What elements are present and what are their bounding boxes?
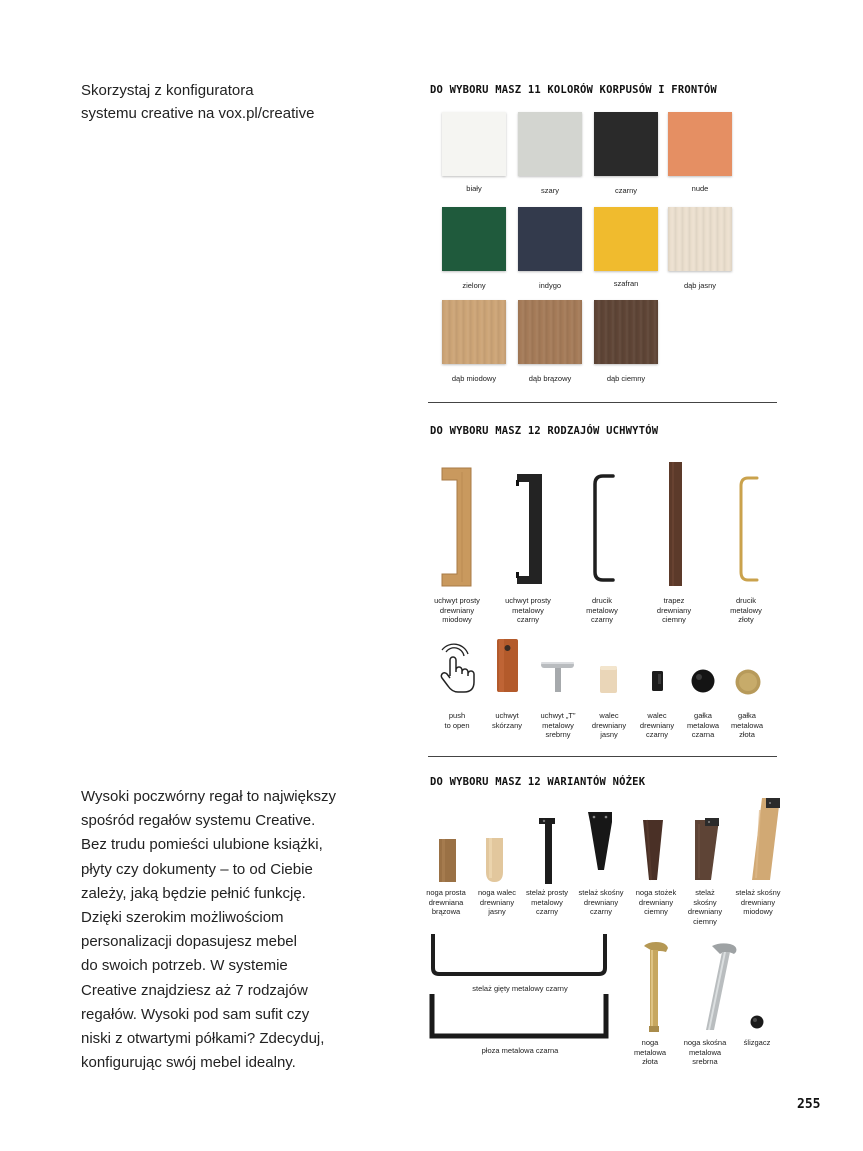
wood-cylinder-black-image — [651, 670, 665, 694]
wood-cylinder-light-image — [599, 665, 619, 694]
knob-black-image — [690, 668, 716, 694]
leg-caption: noga metalowa złota — [633, 1038, 667, 1067]
bent-frame-caption: stelaż gięty metalowy czarny — [472, 984, 568, 993]
handle-caption: uchwyt prosty drewniany miodowy — [434, 596, 480, 625]
swatch-label: czarny — [614, 186, 638, 195]
runner-black-image — [428, 992, 612, 1040]
handles-heading: DO WYBORU MASZ 12 RODZAJÓW UCHWYTÓW — [430, 425, 659, 437]
swatch-dab-miodowy — [442, 300, 506, 364]
swatch-label: dąb ciemny — [606, 374, 646, 383]
handle-wood-honey-image — [440, 466, 474, 588]
handle-caption: uchwyt skórzany — [491, 711, 522, 730]
swatch-label: dąb miodowy — [451, 374, 497, 383]
swatch-label: szafran — [613, 279, 639, 288]
leg-caption: stelaż skośny drewniany miodowy — [735, 888, 781, 917]
wood-leg-brown-image — [438, 838, 458, 884]
t-handle-silver-image — [540, 660, 576, 694]
intro-line: Skorzystaj z konfiguratora — [81, 82, 254, 99]
body-line: Wysoki poczwórny regał to największy — [81, 788, 336, 805]
intro-line: systemu creative na vox.pl/creative — [81, 105, 315, 122]
leather-handle-image — [496, 638, 520, 694]
slanted-frame-dark-image — [691, 816, 721, 882]
leg-caption: stelaż skośny drewniany ciemny — [687, 888, 723, 926]
swatch-zielony — [442, 207, 506, 271]
wood-cylinder-leg-light-image — [484, 836, 506, 884]
swatch-indygo — [518, 207, 582, 271]
body-line: konfigurując swój mebel idealny. — [81, 1054, 296, 1072]
handle-caption: uchwyt „T” metalowy srebrny — [540, 711, 576, 740]
body-line: do swoich potrzeb. W systemie — [81, 957, 288, 975]
swatch-czarny — [594, 112, 658, 176]
leg-caption: stelaż prosty metalowy czarny — [525, 888, 569, 917]
slanted-frame-black-image — [586, 810, 614, 872]
handle-caption: gałka metalowa złota — [730, 711, 764, 740]
swatch-dab-ciemny — [594, 300, 658, 364]
swatch-label: dąb jasny — [683, 281, 717, 290]
swatch-label: dąb brązowy — [528, 374, 572, 383]
wire-handle-black-image — [589, 472, 617, 584]
body-line: Dzięki szerokim możliwościom — [81, 909, 284, 927]
colors-heading: DO WYBORU MASZ 11 KOLORÓW KORPUSÓW I FRONTÓW — [430, 84, 717, 96]
push-to-open-icon — [436, 646, 480, 694]
body-line: spośród regałów systemu Creative. — [81, 812, 316, 830]
leg-caption: noga prosta drewniana brązowa — [426, 888, 466, 917]
intro-text — [81, 79, 381, 125]
body-line: personalizacji dopasujesz mebel — [81, 933, 297, 951]
body-line: regałów. Wysoki pod sam sufit czy — [81, 1005, 310, 1023]
leg-caption: ślizgacz — [743, 1038, 771, 1047]
slanted-leg-silver-image — [698, 940, 742, 1034]
handle-metal-black-image — [515, 472, 545, 588]
wire-handle-gold-image — [735, 474, 761, 586]
swatch-label: biały — [466, 184, 482, 193]
trapeze-handle-dark-image — [667, 460, 685, 588]
body-line: Bez trudu pomieści ulubione książki, — [81, 836, 323, 854]
body-line: zależy, jaką będzie pełnić funkcję. — [81, 884, 306, 902]
swatch-bialy — [442, 112, 506, 176]
swatch-label: szary — [541, 186, 559, 195]
leg-caption: noga stożek drewniany ciemny — [635, 888, 677, 917]
handle-caption: uchwyt prosty metalowy czarny — [505, 596, 551, 625]
body-line: Creative znajdziesz aż 7 rodzajów — [81, 981, 308, 999]
cone-leg-dark-image — [641, 818, 665, 882]
glide-image — [749, 1014, 765, 1030]
section-divider — [428, 756, 777, 757]
handle-caption: walec drewniany czarny — [639, 711, 675, 740]
handle-caption: gałka metalowa czarna — [686, 711, 720, 740]
metal-leg-gold-image — [638, 940, 674, 1034]
legs-heading: DO WYBORU MASZ 12 WARIANTÓW NÓŻEK — [430, 776, 646, 788]
page-number: 255 — [797, 1097, 821, 1112]
leg-caption: stelaż skośny drewniany czarny — [578, 888, 624, 917]
slanted-frame-honey-image — [748, 796, 782, 882]
swatch-szary — [518, 112, 582, 176]
swatch-label: zielony — [462, 281, 486, 290]
section-divider — [428, 402, 777, 403]
bent-frame-black-image — [430, 932, 610, 978]
body-text — [81, 785, 366, 1075]
leg-caption: noga walec drewniany jasny — [478, 888, 516, 917]
body-line: niski z otwartymi półkami? Zdecyduj, — [81, 1030, 325, 1048]
knob-gold-image — [734, 668, 762, 696]
handle-caption: walec drewniany jasny — [591, 711, 627, 740]
handle-caption: push to open — [444, 711, 470, 730]
handle-caption: trapez drewniany ciemny — [656, 596, 692, 625]
metal-frame-straight-black-image — [538, 816, 558, 886]
swatch-dab-brazowy — [518, 300, 582, 364]
handle-caption: drucik metalowy złoty — [730, 596, 762, 625]
swatch-label: indygo — [538, 281, 562, 290]
leg-caption: noga skośna metalowa srebrna — [683, 1038, 727, 1067]
runner-caption: płoza metalowa czarna — [481, 1046, 559, 1055]
swatch-szafran — [594, 207, 658, 271]
swatch-dab-jasny — [668, 207, 732, 271]
swatch-nude — [668, 112, 732, 176]
body-line: płyty czy dokumenty – to od Ciebie — [81, 860, 313, 878]
swatch-label: nude — [691, 184, 709, 193]
handle-caption: drucik metalowy czarny — [586, 596, 618, 625]
